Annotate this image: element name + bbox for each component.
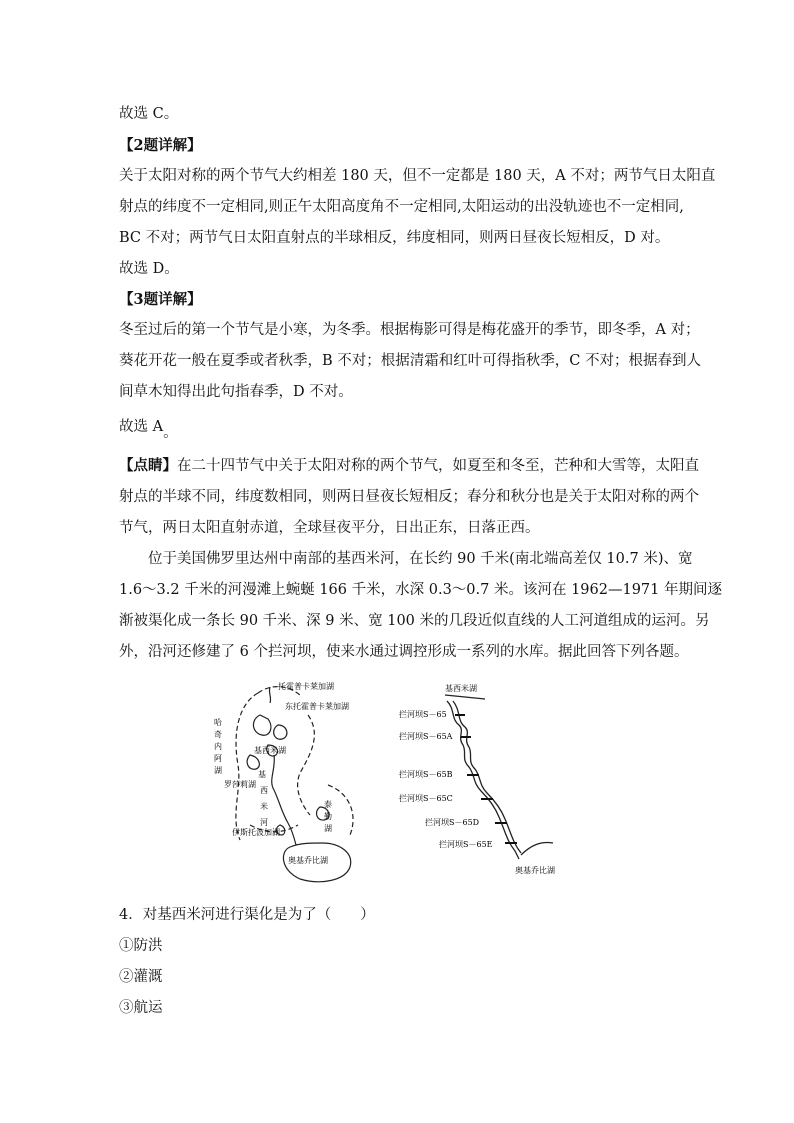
label-hachi-4: 阿 — [214, 754, 222, 763]
kissimmee-dams-map — [395, 675, 595, 880]
kissimmee-basin-map — [210, 675, 370, 885]
label-river-3: 米 — [260, 802, 268, 811]
material-line: 1.6～3.2 千米的河漫滩上蜿蜒 166 千米，水深 0.3～0.7 米。该河在 1962—1971 年期间逐 — [119, 582, 722, 598]
material-line: 位于美国佛罗里达州中南部的基西米河，在长约 90 千米(南北端高差仅 10.7 米)、宽 — [148, 551, 693, 567]
label-river-1: 基 — [258, 770, 266, 779]
label-east-tohopekaliga: 东托霍普卡莱加湖 — [285, 702, 349, 711]
section-heading-2: 【2题详解】 — [119, 137, 202, 154]
label-dam-s65d: 拦河坝S－65D — [425, 818, 480, 827]
answer-a — [119, 417, 178, 441]
answer-a-mark: 。 — [163, 425, 178, 441]
label-river-2: 西 — [260, 786, 268, 795]
text-line: BC 不对；两节气日太阳直射点的半球相反，纬度相同，则两日昼夜长短相反，D 对。 — [119, 230, 670, 246]
label-okeechobee: 奥基乔比湖 — [288, 856, 328, 865]
label-dam-s65a: 拦河坝S－65A — [399, 732, 453, 741]
label-okeechobee: 奥基乔比湖 — [515, 866, 555, 875]
dianjing-line — [119, 456, 699, 476]
label-hachi-2: 奇 — [214, 730, 222, 739]
text-line: 射点的纬度不一定相同,则正午太阳高度角不一定相同,太阳运动的出没轨迹也不一定相同, — [119, 199, 684, 215]
label-hachi-3: 内 — [214, 742, 222, 751]
label-dam-s65e: 拦河坝S－65E — [439, 840, 493, 849]
label-istokpoga: 伊斯托波加湖 — [232, 828, 280, 837]
answer-d: 故选 D。 — [119, 261, 179, 277]
label-dam-s65: 拦河坝S－65 — [399, 710, 447, 719]
label-tai-2: 勒 — [324, 812, 332, 821]
material-line: 外，沿河还修建了 6 个拦河坝，使来水通过调控形成一系列的水库。据此回答下列各题。 — [119, 644, 689, 660]
text-line: 节气，两日太阳直射赤道，全球昼夜平分，日出正东，日落正西。 — [119, 520, 540, 536]
label-kissimmee-lake: 基西米湖 — [445, 684, 477, 693]
label-kissimmee-lake: 基西米湖 — [254, 746, 286, 755]
answer-c: 故选 C。 — [119, 106, 179, 122]
text-line: 冬至过后的第一个节气是小寒，为冬季。根据梅影可得是梅花盛开的季节，即冬季，A 对； — [119, 322, 700, 338]
label-tohopekaliga: 托霍普卡莱加湖 — [278, 682, 334, 691]
material-line: 渐被渠化成一条长 90 千米、深 9 米、宽 100 米的几段近似直线的人工河道组成的运河。另 — [119, 613, 710, 629]
label-dam-s65b: 拦河坝S－65B — [399, 770, 453, 779]
label-rosalie: 罗莎莉湖 — [224, 780, 256, 789]
option-2: ②灌溉 — [119, 969, 163, 985]
label-hachi-1: 哈 — [214, 718, 222, 727]
label-tai-3: 湖 — [324, 824, 332, 833]
text-line: 射点的半球不同，纬度数相同，则两日昼夜长短相反；春分和秋分也是关于太阳对称的两个 — [119, 489, 699, 505]
label-dam-s65c: 拦河坝S－65C — [399, 794, 453, 803]
answer-a-text: 故选 A — [119, 419, 164, 435]
option-3: ③航运 — [119, 1000, 163, 1016]
text-line: 葵花开花一般在夏季或者秋季，B 不对；根据清霜和红叶可得指秋季，C 不对；根据春到人 — [119, 353, 701, 369]
label-hachi-5: 湖 — [214, 766, 222, 775]
dianjing-text: 在二十四节气中关于太阳对称的两个节气，如夏至和冬至，芒种和大雪等，太阳直 — [177, 458, 699, 474]
label-tai-1: 泰 — [324, 800, 332, 809]
section-heading-3: 【3题详解】 — [119, 291, 202, 308]
label-river-4: 河 — [260, 818, 268, 827]
text-line: 关于太阳对称的两个节气大约相差 180 天，但不一定都是 180 天，A 不对；两节气日太阳直 — [119, 168, 716, 184]
option-1: ①防洪 — [119, 938, 163, 954]
question-4: 4．对基西米河进行渠化是为了（ ） — [119, 907, 375, 923]
text-line: 间草木知得出此句指春季，D 不对。 — [119, 384, 353, 400]
dianjing-label: 【点睛】 — [119, 457, 177, 474]
